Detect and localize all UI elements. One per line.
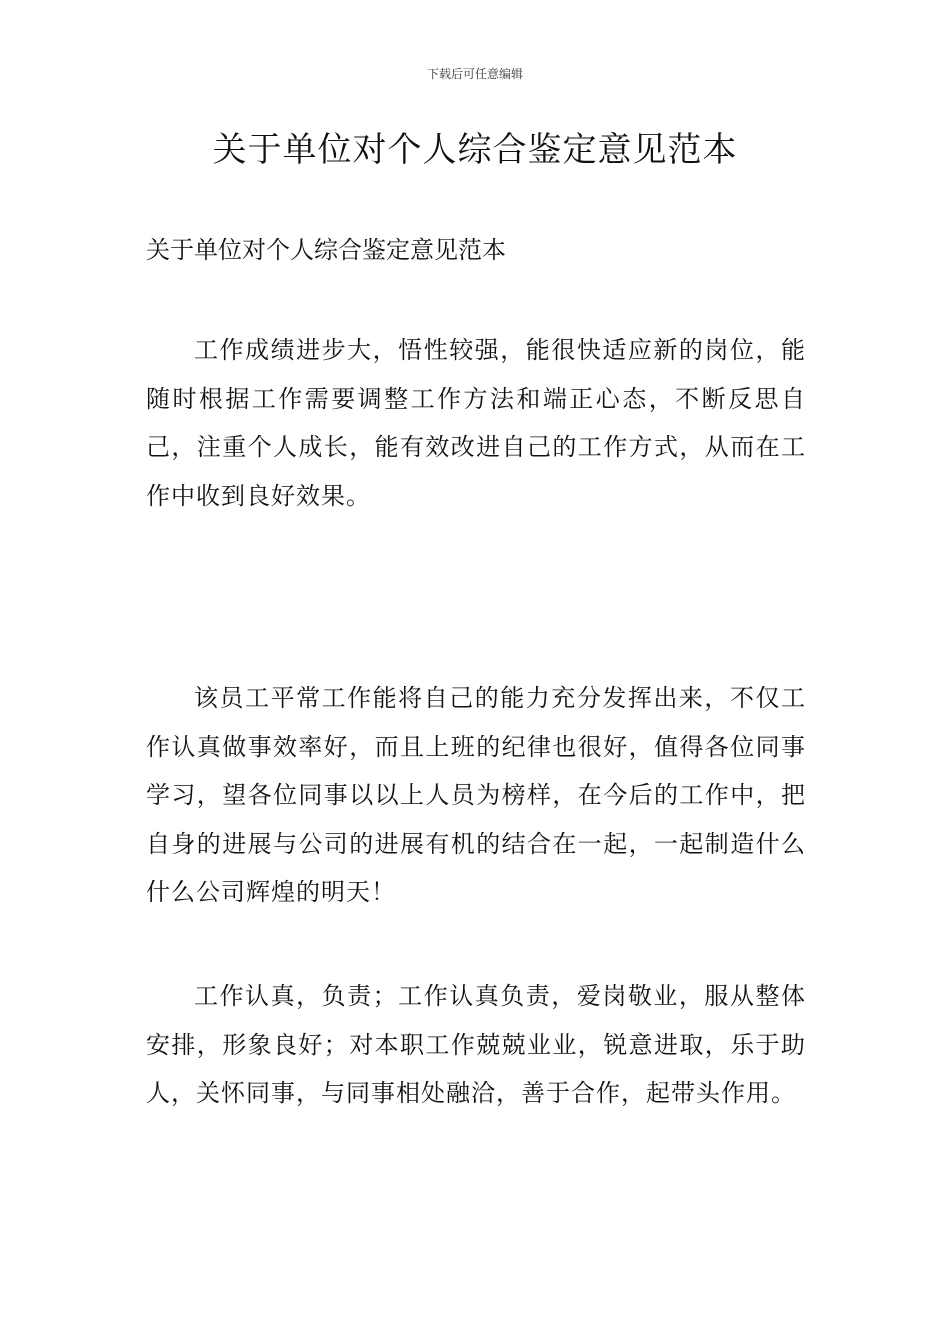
document-subtitle: 关于单位对个人综合鉴定意见范本 [146,236,506,264]
header-note: 下载后可任意编辑 [426,67,523,81]
body-paragraph: 该员工平常工作能将自己的能力充分发挥出来，不仅工作认真做事效率好，而且上班的纪律也很好，值得各位同事学习，望各位同事以以上人员为榜样，在今后的工作中，把自身的进展与公司的进展有机的结合在一起，一起制造什么什么公司辉煌的明天！ [146,684,806,906]
document-title: 关于单位对个人综合鉴定意见范本 [212,130,738,170]
body-paragraph: 工作成绩进步大，悟性较强，能很快适应新的岗位，能随时根据工作需要调整工作方法和端正心态，不断反思自己，注重个人成长，能有效改进自己的工作方式，从而在工作中收到良好效果。 [146,336,806,510]
body-paragraph: 工作认真，负责；工作认真负责，爱岗敬业，服从整体安排，形象良好；对本职工作兢兢业业，锐意进取，乐于助人，关怀同事，与同事相处融洽，善于合作，起带头作用。 [146,982,806,1107]
